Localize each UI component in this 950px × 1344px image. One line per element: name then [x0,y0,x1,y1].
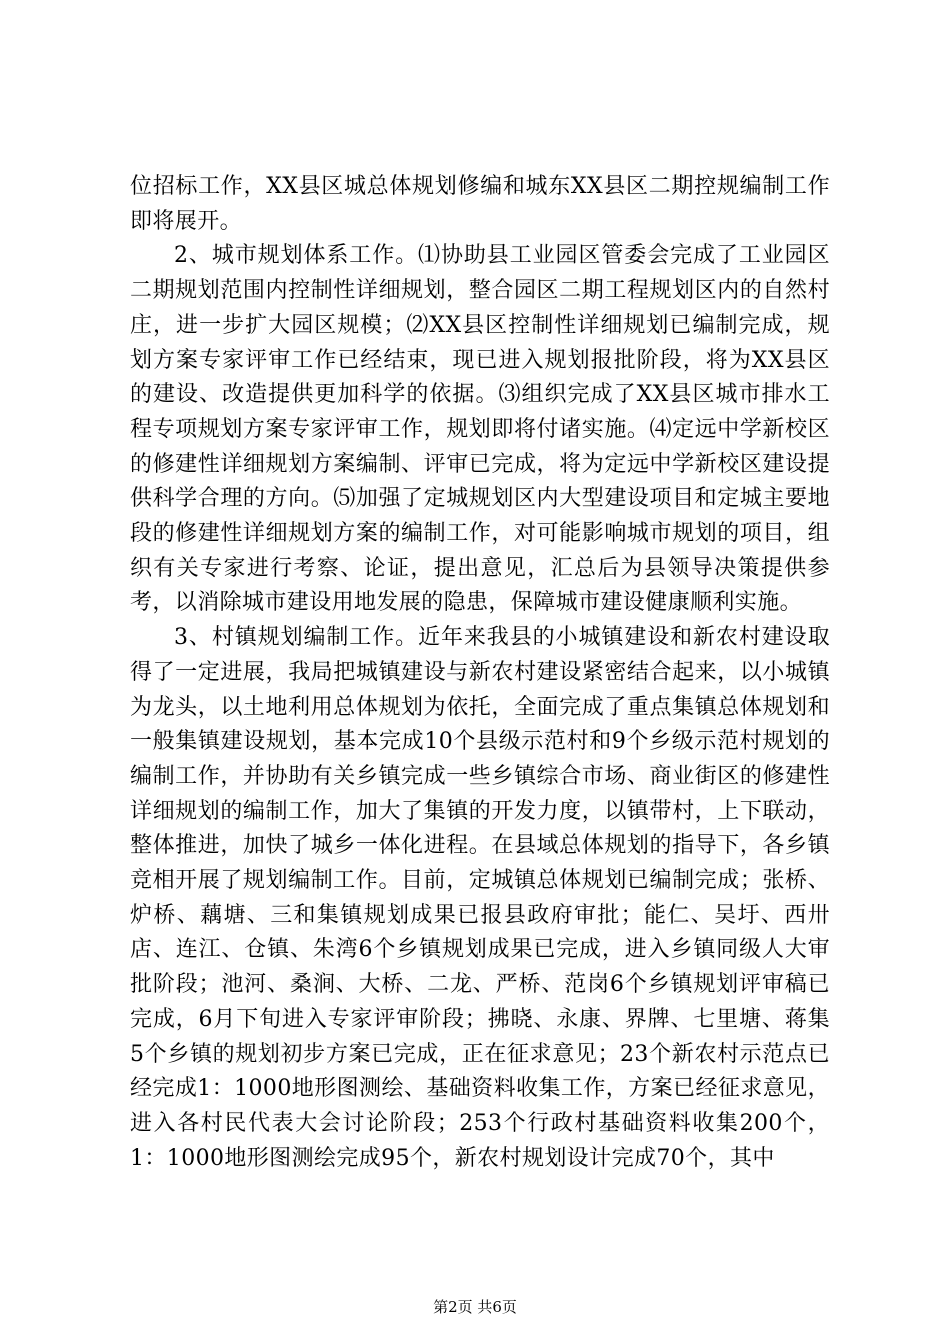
paragraph-village-town-planning: 3、村镇规划编制工作。近年来我县的小城镇建设和新农村建设取得了一定进展，我局把城镇建设与新农村建设紧密结合起来，以小城镇为龙头，以土地利用总体规划为依托，全面完成了重点集镇总体规划和一般集镇建设规划，基本完成10个县级示范村和9个乡级示范村规划的编制工作，并协助有关乡镇完成一些乡镇综合市场、商业街区的修建性详细规划的编制工作，加大了集镇的开发力度，以镇带村，上下联动，整体推进，加快了城乡一体化进程。在县域总体规划的指导下，各乡镇竞相开展了规划编制工作。目前，定城镇总体规划已编制完成；张桥、炉桥、藕塘、三和集镇规划成果已报县政府审批；能仁、吴圩、西卅店、连江、仓镇、朱湾6个乡镇规划成果已完成，进入乡镇同级人大审批阶段；池河、桑涧、大桥、二龙、严桥、范岗6个乡镇规划评审稿已完成，6月下旬进入专家评审阶段；拂晓、永康、界牌、七里塘、蒋集5个乡镇的规划初步方案已完成，正在征求意见；23个新农村示范点已经完成1：1000地形图测绘、基础资料收集工作，方案已经征求意见，进入各村民代表大会讨论阶段；253个行政村基础资料收集200个，1：1000地形图测绘完成95个，新农村规划设计完成70个，其中 [130,625,830,1171]
paragraph-continuation: 位招标工作，XX县区城总体规划修编和城东XX县区二期控规编制工作即将展开。 [130,174,830,234]
document-body [130,170,830,1176]
paragraph-urban-planning-system: 2、城市规划体系工作。⑴协助县工业园区管委会完成了工业园区二期规划范围内控制性详细规划，整合园区二期工程规划区内的自然村庄，进一步扩大园区规模；⑵XX县区控制性详细规划已编制完成，规划方案专家评审工作已经结束，现已进入规划报批阶段，将为XX县区的建设、改造提供更加科学的依据。⑶组织完成了XX县区城市排水工程专项规划方案专家评审工作，规划即将付诸实施。⑷定远中学新校区的修建性详细规划方案编制、评审已完成，将为定远中学新校区建设提供科学合理的方向。⑸加强了定城规划区内大型建设项目和定城主要地段的修建性详细规划方案的编制工作，对可能影响城市规划的项目，组织有关专家进行考察、论证，提出意见，汇总后为县领导决策提供参考，以消除城市建设用地发展的隐患，保障城市建设健康顺利实施。 [130,243,830,616]
page-number-footer: 第2页 共6页 [433,1298,517,1316]
